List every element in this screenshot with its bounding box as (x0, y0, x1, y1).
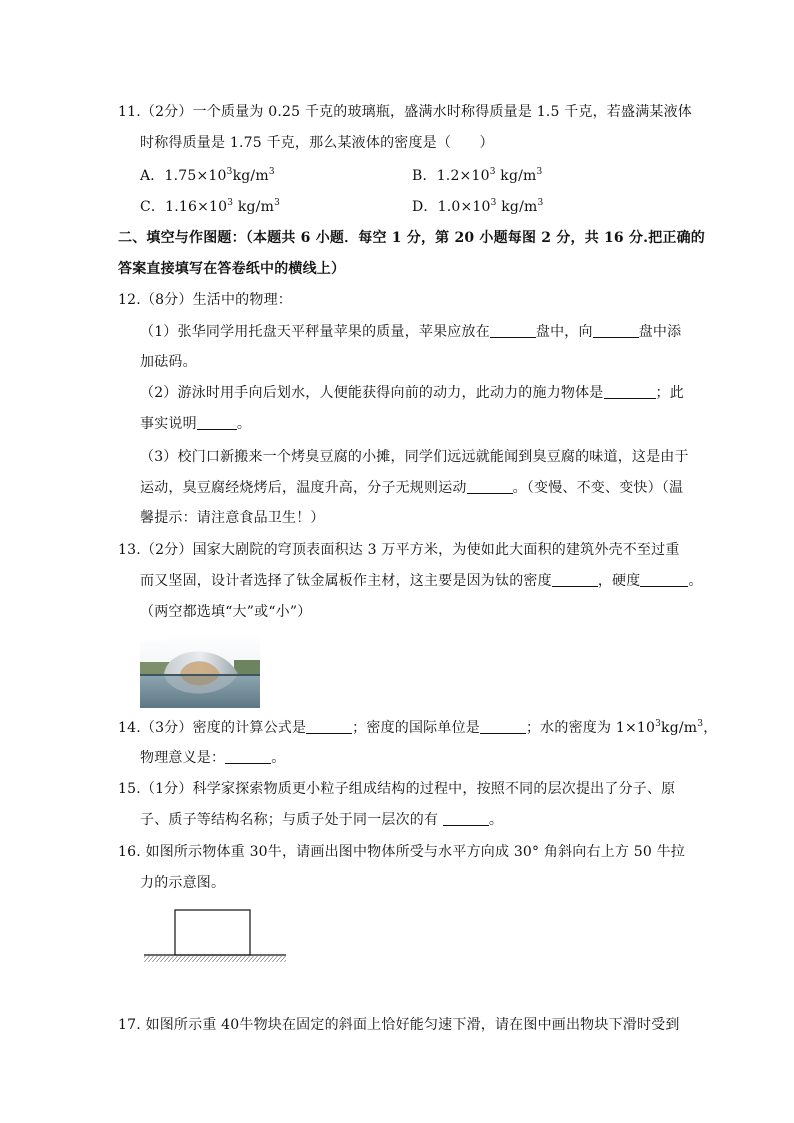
q12-part2-line1: （2）游泳时用手向后划水，人便能获得向前的动力，此动力的施力物体是 ；此 (140, 385, 684, 401)
answer-blank (443, 811, 489, 826)
block-on-ground-figure (140, 905, 290, 965)
q14-line1: 14.（3分）密度的计算公式是 ；密度的国际单位是 ；水的密度为 $1\times 10^3kg/m^3$， (118, 719, 718, 736)
answer-blank (490, 323, 536, 338)
q13-line2: 而又坚固，设计者选择了钛金属板作主材，这主要是因为钛的密度 ，硬度 。 (140, 573, 703, 589)
q11-option-c: C．$1.16\times 10^3$ $kg/m^3$ (140, 198, 280, 215)
q12-part3-line2: 运动，臭豆腐经烧烤后，温度升高，分子无规则运动 。（变慢、不变、变快）（温 (140, 480, 684, 496)
q17-line1: 17. 如图所示重 40牛物块在固定的斜面上恰好能匀速下滑，请在图中画出物块下滑时受到 (118, 1017, 680, 1033)
section2-heading-line1: 二、填空与作图题：（本题共 6 小题．每空 1 分，第 20 小题每图 2 分，共 16 分.把正确的 (118, 230, 706, 246)
answer-blank (306, 719, 352, 734)
answer-blank (604, 384, 656, 399)
answer-blank (552, 572, 598, 587)
grand-theatre-photo (140, 632, 260, 708)
answer-blank (197, 415, 237, 430)
q15-line2: 子、质子等结构名称；与质子处于同一层次的有 。 (140, 812, 504, 828)
q11-option-b: B．$1.2\times 10^3$ $kg/m^3$ (412, 167, 543, 184)
answer-blank (640, 572, 688, 587)
answer-blank (480, 719, 526, 734)
q16-line1: 16. 如图所示物体重 30牛，请画出图中物体所受与水平方向成 30° 角斜向右上方 50 牛拉 (118, 844, 686, 860)
q13-line1: 13.（2分）国家大剧院的穹顶表面积达 3 万平方米，为使如此大面积的建筑外壳不至过重 (118, 542, 680, 558)
q15-line1: 15.（1分）科学家探索物质更小粒子组成结构的过程中，按照不同的层次提出了分子、原 (118, 781, 676, 797)
q11-option-d: D．$1.0\times 10^3$ $kg/m^3$ (412, 198, 544, 215)
q11-option-a: A．$1.75\times 10^3kg/m^3$ (140, 167, 275, 184)
q11-line2: 时称得质量是 1.75 千克，那么某液体的密度是（ ） (140, 135, 494, 151)
q12-title: 12.（8分）生活中的物理： (118, 292, 292, 308)
q12-part3-line1: （3）校门口新搬来一个烤臭豆腐的小摊，同学们远远就能闻到臭豆腐的味道，这是由于 (140, 449, 689, 465)
q11-line1: 11.（2分）一个质量为 0.25 千克的玻璃瓶，盛满水时称得质量是 1.5 千克，若盛满某液体 (118, 104, 693, 120)
answer-blank (467, 479, 513, 494)
q16-line2: 力的示意图。 (140, 875, 226, 891)
q14-line2: 物理意义是： 。 (140, 750, 286, 766)
answer-blank (225, 749, 271, 764)
q12-part1-line2: 加砝码。 (140, 354, 197, 370)
q12-part2-line2: 事实说明 。 (140, 416, 252, 432)
section2-heading-line2: 答案直接填写在答卷纸中的横线上） (118, 261, 346, 277)
q13-line3: （两空都选填“大”或“小”） (140, 604, 312, 620)
answer-blank (593, 323, 639, 338)
q12-part1-line1: （1）张华同学用托盘天平秤量苹果的质量，苹果应放在 盘中，向 盘中添 (140, 324, 682, 340)
q12-part3-line3: 馨提示：请注意食品卫生！） (140, 510, 325, 526)
